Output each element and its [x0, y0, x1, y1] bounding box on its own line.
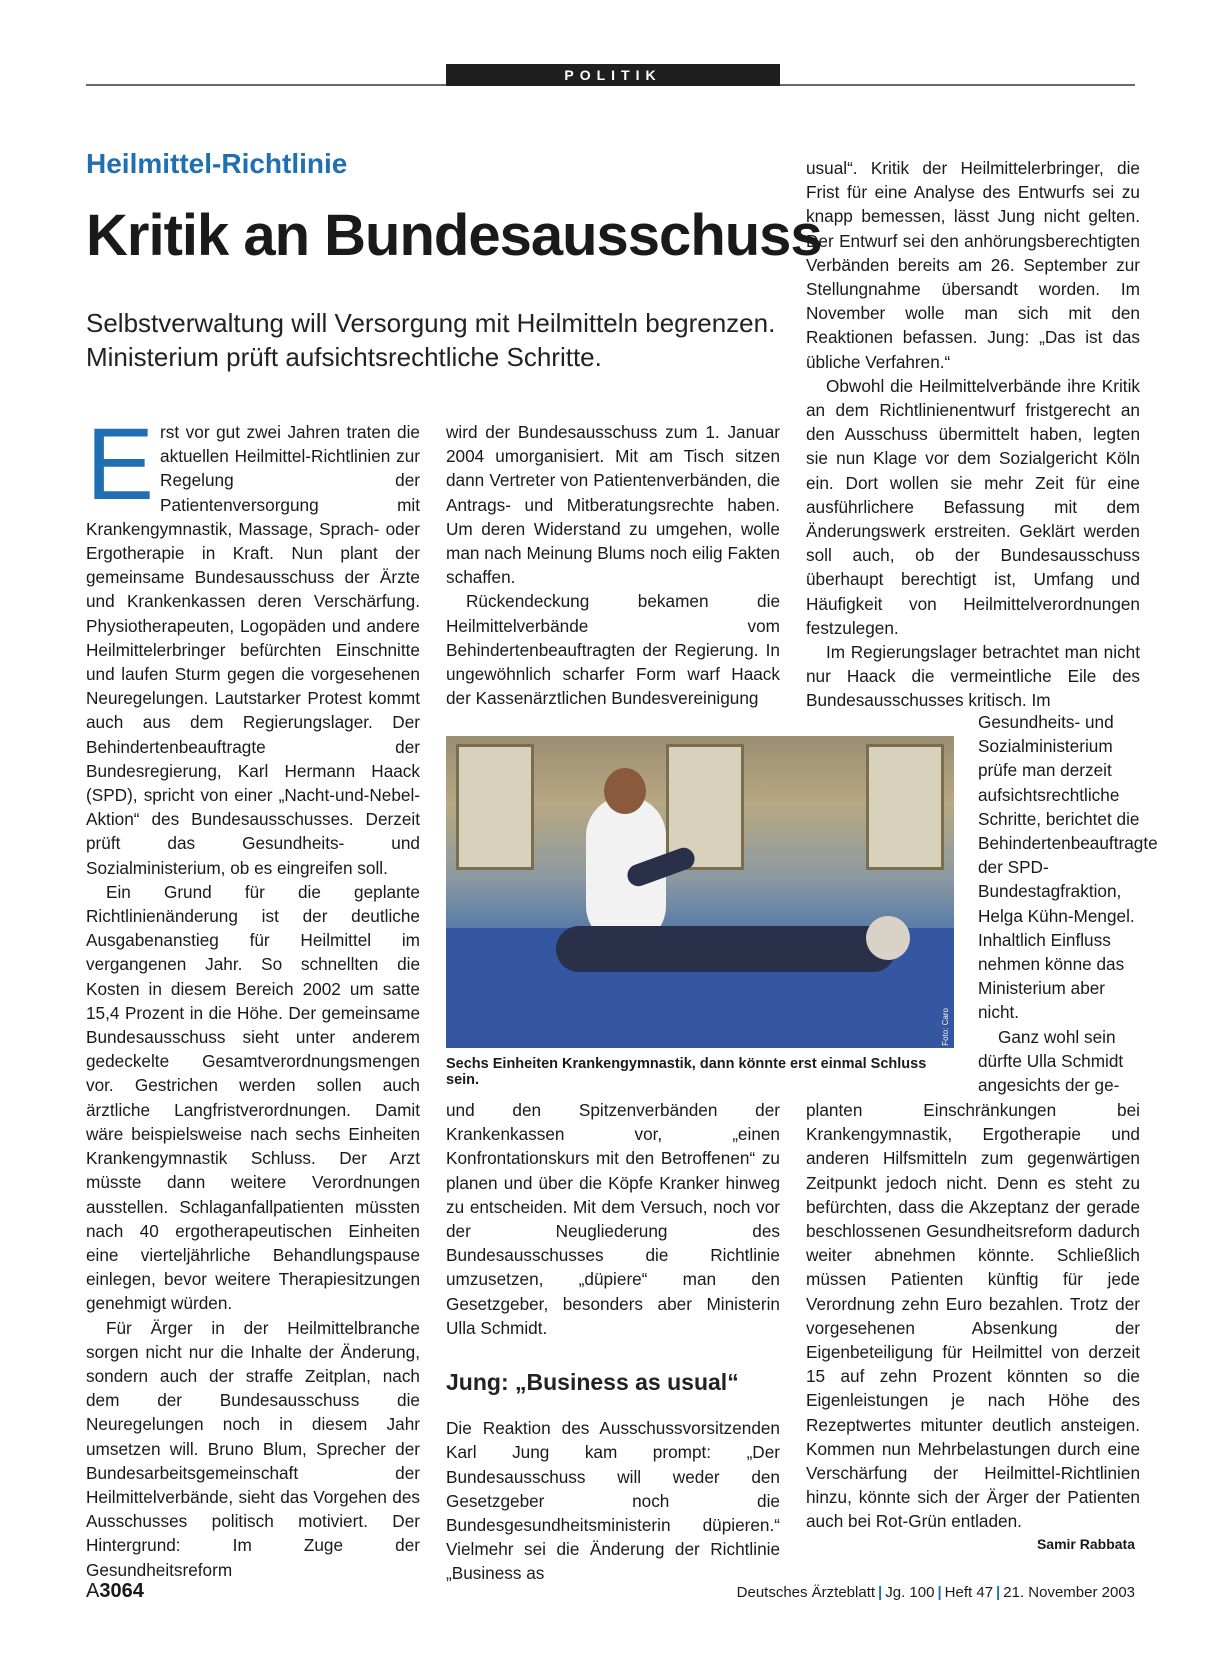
paragraph: Rückendeckung bekamen die Heilmittelverbände vom Behindertenbeauftragten der Regierung. In ungewöhnlich scharfer Form warf Haack der Kassenärztlichen Bundesvereinigung [446, 591, 780, 709]
photo-credit: Foto: Caro [941, 1008, 950, 1046]
column-3-top [806, 156, 1140, 713]
column-2-bottom [446, 1098, 780, 1586]
article-photo [446, 736, 954, 1048]
paragraph: und den Spitzenverbänden der Krankenkassen vor, „einen Konfrontationskurs mit den Betroffenen“ zu planen und über die Köpfe Kranker hinweg zu entscheiden. Mit dem Versuch, noch vor der Neugliederung des Bundesausschusses die Richtlinie umzusetzen, „düpiere“ man den Gesetzgeber, besonders aber Ministerin Ulla Schmidt. [446, 1100, 780, 1338]
paragraph: Ganz wohl sein dürfte Ulla Schmidt angesichts der ge- [978, 1026, 1124, 1096]
paragraph: Ein Grund für die geplante Richtlinienänderung ist der deutliche Ausgabenanstieg für Heilmittel im vergangenen Jahr. So schnellten die Kosten in diesem Bereich 2002 um satte 15,4 Prozent in die Höhe. Der gemeinsame Bundesausschuss sieht unter anderem gedeckelte Gesamtverordnungsmengen vor. Gestrichen werden sollen auch ärztliche Langfristverordnungen. Damit wäre beispielsweise nach sechs Einheiten Krankengymnastik Schluss. Der Arzt müsste dann weitere Verordnungen ausstellen. Schlaganfallpatienten müssten nach 40 ergotherapeutischen Einheiten eine vierteljährliche Behandlungspause einlegen, bevor weitere Therapiesitzungen genehmigt würden. [86, 881, 420, 1314]
therapist-head [604, 768, 646, 814]
photo-caption: Sechs Einheiten Krankengymnastik, dann könnte erst einmal Schluss sein. [446, 1056, 927, 1088]
issue: Heft 47 [944, 1584, 994, 1601]
paragraph: Im Regierungslager betrachtet man nicht nur Haack die vermeintliche Eile des Bundesausschusses kritisch. Im [806, 642, 1140, 711]
window-shape [456, 744, 534, 870]
paragraph: Obwohl die Heilmittelverbände ihre Kritik an dem Richtlinienentwurf fristgerecht an den Ausschuss übermittelt haben, legten sie nun Klage vor dem Sozialgericht Köln ein. Dort wollen sie mehr Zeit für eine ausführlichere Befassung mit dem Änderungswerk erstreiten. Geklärt werden soll auch, ob der Bundesausschuss überhaupt berechtigt ist, Umfang und Häufigkeit von Heilmittelverordnungen festzulegen. [806, 375, 1140, 638]
paragraph: usual“. Kritik der Heilmittelerbringer, die Frist für eine Analyse des Entwurfs sei zu knapp bemessen, lässt Jung nicht gelten. Der Entwurf sei den anhörungsberechtigten Verbänden bereits am 26. September zur Stellungnahme übersandt worden. Im November wolle man sich mit den Reaktionen befassen. Jung: „Das ist das übliche Verfahren.“ [806, 158, 1140, 372]
paragraph: Erst vor gut zwei Jahren traten die aktuellen Heilmittel-Richtlinien zur Regelung der Patientenversorgung mit Krankengymnastik, Massage, Sprach- oder Ergotherapie in Kraft. Nun plant der gemeinsame Bundesausschuss der Ärzte und Krankenkassen deren Verschärfung. Physiotherapeuten, Logopäden und andere Heilmittelerbringer befürchten Einschnitte und laufen Sturm gegen die vorgesehenen Neuregelungen. Lautstarker Protest kommt auch aus dem Regierungslager. Der Behindertenbeauftragte der Bundesregierung, Karl Hermann Haack (SPD), spricht von einer „Nacht-und-Nebel-Aktion“ des Bundesausschusses. Derzeit prüft das Gesundheits- und Sozialministerium, ob es eingreifen soll. [86, 407, 420, 878]
column-3-bottom [806, 1098, 1140, 1534]
paragraph: planten Einschränkungen bei Krankengymnastik, Ergotherapie und anderen Hilfsmitteln zum gegenwärtigen Zeitpunkt jedoch nicht. Denn es steht zu befürchten, dass die Akzeptanz der gerade beschlossenen Gesundheitsreform dadurch weiter abnehmen könnte. Schließlich müssen Patienten künftig für jede Verordnung zehn Euro bezahlen. Trotz der vorgesehenen Absenkung der Eigenbeteiligung für Heilmittel von derzeit 15 auf zehn Prozent könnten so die Eigenleistungen je nach Höhe des Rezeptwertes mitunter deutlich ansteigen. Kommen nun Mehrbelastungen durch eine Verschärfung der Heilmittel-Richtlinien hinzu, könnte sich der Ärger der Patienten auch bei Rot-Grün entladen. [806, 1100, 1140, 1532]
date: 21. November 2003 [1003, 1584, 1135, 1601]
separator: | [878, 1584, 883, 1601]
page-number: A3064 [86, 1580, 144, 1602]
drop-cap: E [86, 407, 155, 521]
journal-name: Deutsches Ärzteblatt [736, 1584, 876, 1601]
paragraph: Die Reaktion des Ausschussvorsitzenden Karl Jung kam prompt: „Der Bundesausschuss will weder den Gesetzgeber noch die Bundesgesundheitsministerin düpieren.“ Vielmehr sei die Änderung der Richtlinie „Business as [446, 1418, 780, 1584]
paragraph: Für Ärger in der Heilmittelbranche sorgen nicht nur die Inhalte der Änderung, sondern auch der straffe Zeitplan, nach dem der Bundesausschuss die Neuregelungen noch in diesem Jahr umsetzen will. Bruno Blum, Sprecher der Bundesarbeitsgemeinschaft der Heilmittelverbände, sieht das Vorgehen des Ausschusses politisch motiviert. Der Hintergrund: Im Zuge der Gesundheitsreform [86, 1317, 420, 1580]
subheading: Jung: „Business as usual“ [446, 1369, 739, 1396]
column-2-top [446, 420, 780, 710]
patient-figure [556, 926, 896, 972]
separator: | [937, 1584, 942, 1601]
article-title: Kritik an Bundesausschuss [86, 203, 822, 268]
article-lead: Selbstverwaltung will Versorgung mit Heilmitteln begrenzen. Ministerium prüft aufsichtsrechtliche Schritte. [86, 308, 776, 372]
paragraph: wird der Bundesausschuss zum 1. Januar 2004 umorganisiert. Mit am Tisch sitzen dann Vertreter von Patientenverbänden, die Antrags- und Mitberatungsrechte haben. Um deren Widerstand zu umgehen, wolle man nach Meinung Blums noch eilig Fakten schaffen. [446, 422, 780, 588]
column-1 [86, 407, 420, 1582]
separator: | [996, 1584, 1001, 1601]
author-byline: Samir Rabbata [1036, 1536, 1135, 1552]
column-3-narrow [978, 710, 1158, 1097]
paragraph: Gesundheits- und Sozialministerium prüfe man derzeit aufsichtsrechtliche Schritte, berichtet die Behindertenbeauftragte der SPD-Bundestagfraktion, Helga Kühn-Mengel. Inhaltlich Einfluss nehmen könne das Ministerium aber nicht. [978, 712, 1158, 1023]
volume: Jg. 100 [885, 1584, 935, 1601]
footer-citation [737, 1584, 1135, 1601]
article-kicker: Heilmittel-Richtlinie [86, 148, 348, 179]
section-label: POLITIK [446, 64, 780, 86]
window-shape [866, 744, 944, 870]
patient-head [866, 916, 910, 960]
